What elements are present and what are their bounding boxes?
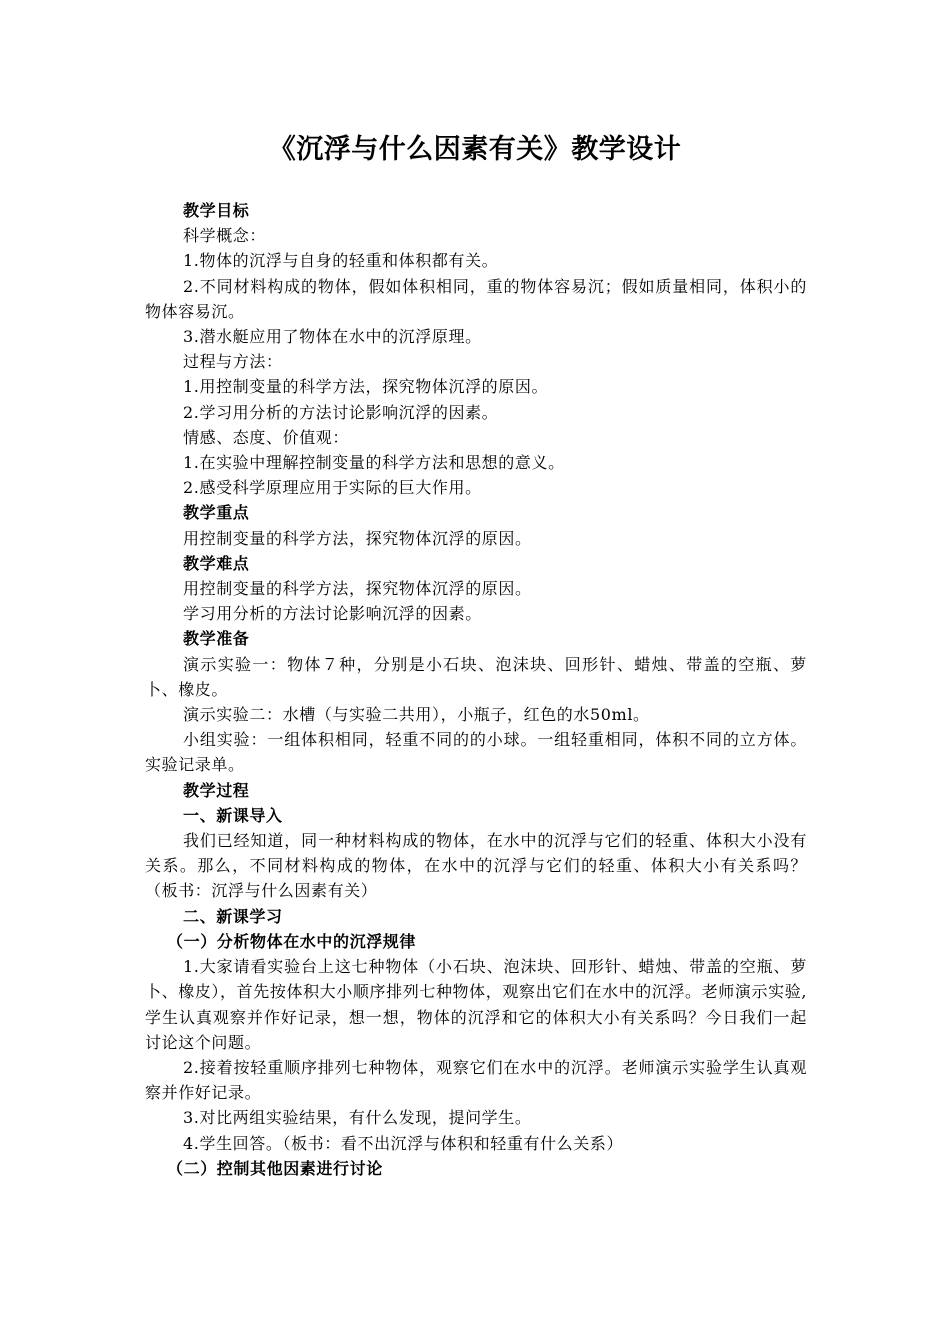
paragraph: 小组实验：一组体积相同，轻重不同的的小球。一组轻重相同，体积不同的立方体。实验记录单。 [145, 730, 807, 775]
paragraph: 4.学生回答。（板书：看不出沉浮与体积和轻重有什么关系） [183, 1133, 624, 1153]
subsection-heading-control: （二）控制其他因素进行讨论 [167, 1158, 383, 1178]
document-body [145, 198, 807, 1181]
paragraph: 3.潜水艇应用了物体在水中的沉浮原理。 [183, 327, 482, 347]
paragraph: 用控制变量的科学方法，探究物体沉浮的原因。 [183, 528, 532, 548]
paragraph: 3.对比两组实验结果，有什么发现，提问学生。 [183, 1108, 532, 1128]
section-heading-teaching-goals: 教学目标 [183, 201, 250, 220]
paragraph: 2.学习用分析的方法讨论影响沉浮的因素。 [183, 402, 499, 422]
paragraph: 用控制变量的科学方法，探究物体沉浮的原因。 [183, 579, 532, 599]
paragraph: 1.大家请看实验台上这七种物体（小石块、泡沫块、回形针、蜡烛、带盖的空瓶、萝卜、橡皮），首先按体积大小顺序排列七种物体，观察出它们在水中的沉浮。老师演示实验,学生认真观察并作好记录，想一想，物体的沉浮和它的体积大小有关系吗？今日我们一起讨论这个问题。 [145, 957, 807, 1052]
section-heading-difficulties: 教学难点 [183, 553, 250, 573]
paragraph: 1.物体的沉浮与自身的轻重和体积都有关。 [183, 251, 499, 271]
section-heading-key-points: 教学重点 [183, 503, 250, 523]
section-heading-preparation: 教学准备 [183, 629, 250, 649]
subsection-heading-analysis: （一）分析物体在水中的沉浮规律 [167, 931, 417, 951]
paragraph: 我们已经知道，同一种材料构成的物体，在水中的沉浮与它们的轻重、体积大小没有关系。那么，不同材料构成的物体，在水中的沉浮与它们的轻重、体积大小有关系吗？（板书：沉浮与什么因素有关） [145, 831, 807, 901]
paragraph: 2.感受科学原理应用于实际的巨大作用。 [183, 478, 482, 498]
paragraph: 演示实验二：水槽（与实验二共用），小瓶子，红色的水50ml。 [183, 705, 650, 725]
paragraph: 1.在实验中理解控制变量的科学方法和思想的意义。 [183, 453, 565, 473]
paragraph: 演示实验一：物体７种，分别是小石块、泡沫块、回形针、蜡烛、带盖的空瓶、萝卜、橡皮。 [145, 654, 807, 699]
paragraph: 学习用分析的方法讨论影响沉浮的因素。 [183, 604, 482, 624]
section-heading-intro: 一、新课导入 [183, 805, 283, 825]
paragraph: 2.不同材料构成的物体，假如体积相同，重的物体容易沉；假如质量相同，体积小的物体容易沉。 [145, 276, 807, 321]
paragraph: 2.接着按轻重顺序排列七种物体，观察它们在水中的沉浮。老师演示实验学生认真观察并作好记录。 [145, 1057, 807, 1103]
section-heading-teaching-process: 教学过程 [183, 780, 250, 800]
paragraph: 科学概念： [183, 226, 267, 246]
paragraph: 情感、态度、价值观： [183, 427, 350, 447]
section-heading-new-lesson: 二、新课学习 [183, 906, 283, 926]
paragraph: 1.用控制变量的科学方法，探究物体沉浮的原因。 [183, 377, 549, 397]
paragraph: 过程与方法： [183, 352, 283, 372]
document-title: 《沉浮与什么因素有关》教学设计 [268, 134, 682, 165]
